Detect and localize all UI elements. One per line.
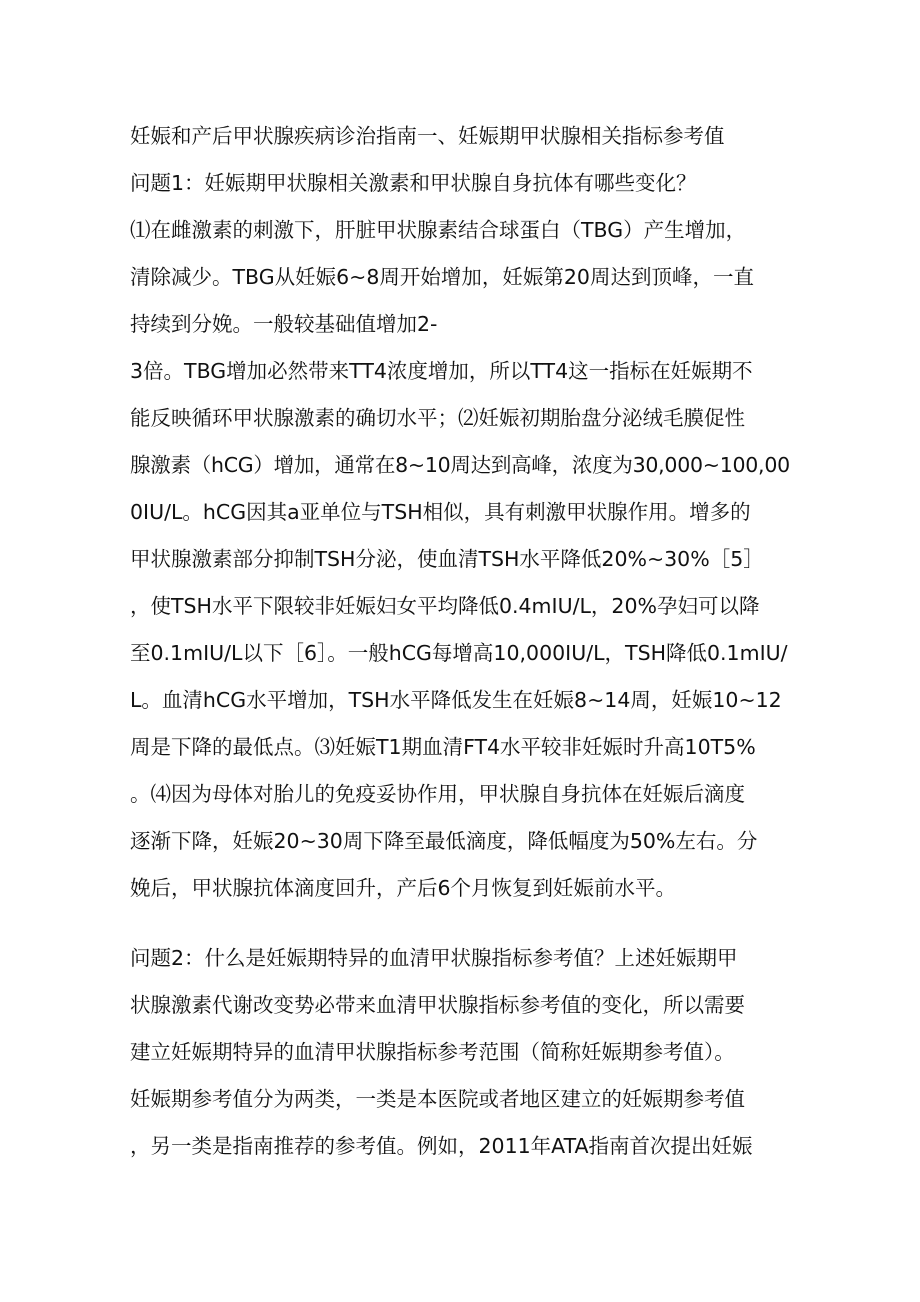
- text-line: L。血清hCG水平增加，TSH水平降低发生在妊娠8~14周，妊娠10~12: [130, 688, 782, 712]
- text-line: 腺激素（hCG）增加，通常在8~10周达到高峰，浓度为30,000~100,00: [130, 453, 790, 477]
- text-line: 状腺激素代谢改变势必带来血清甲状腺指标参考值的变化，所以需要: [130, 993, 745, 1017]
- document-title-line: 妊娠和产后甲状腺疾病诊治指南一、妊娠期甲状腺相关指标参考值: [130, 124, 725, 148]
- text-line: 周是下降的最低点。⑶妊娠T1期血清FT4水平较非妊娠时升高10T5%: [130, 735, 756, 759]
- text-line: 。⑷因为母体对胎儿的免疫妥协作用，甲状腺自身抗体在妊娠后滴度: [130, 782, 745, 806]
- text-line: ，使TSH水平下限较非妊娠妇女平均降低0.4mIU/L，20%孕妇可以降: [130, 594, 760, 618]
- text-line: 妊娠期参考值分为两类，一类是本医院或者地区建立的妊娠期参考值: [130, 1087, 745, 1111]
- text-line: ⑴在雌激素的刺激下，肝脏甲状腺素结合球蛋白（TBG）产生增加，: [130, 218, 747, 242]
- text-line: 娩后，甲状腺抗体滴度回升，产后6个月恢复到妊娠前水平。: [130, 876, 677, 900]
- text-line: 0IU/L。hCG因其a亚单位与TSH相似，具有刺激甲状腺作用。增多的: [130, 500, 751, 524]
- text-line: 甲状腺激素部分抑制TSH分泌，使血清TSH水平降低20%~30%［5］: [130, 547, 764, 571]
- text-line: 至0.1mIU/L以下［6］。一般hCG每增高10,000IU/L，TSH降低0.1mIU/: [130, 641, 788, 665]
- question-2-line: 问题2：什么是妊娠期特异的血清甲状腺指标参考值？上述妊娠期甲: [130, 946, 738, 970]
- text-line: 能反映循环甲状腺激素的确切水平；⑵妊娠初期胎盘分泌绒毛膜促性: [130, 406, 745, 430]
- question-1-line: 问题1：妊娠期甲状腺相关激素和甲状腺自身抗体有哪些变化？: [130, 171, 697, 195]
- text-line: 建立妊娠期特异的血清甲状腺指标参考范围（简称妊娠期参考值）。: [130, 1040, 735, 1064]
- text-line: 3倍。TBG增加必然带来TT4浓度增加，所以TT4这一指标在妊娠期不: [130, 359, 753, 383]
- text-line: 持续到分娩。一般较基础值增加2-: [130, 312, 438, 336]
- text-line: ，另一类是指南推荐的参考值。例如，2011年ATA指南首次提出妊娠: [130, 1134, 753, 1158]
- text-line: 清除减少。TBG从妊娠6~8周开始增加，妊娠第20周达到顶峰，一直: [130, 265, 754, 289]
- text-line: 逐渐下降，妊娠20~30周下降至最低滴度，降低幅度为50%左右。分: [130, 829, 758, 853]
